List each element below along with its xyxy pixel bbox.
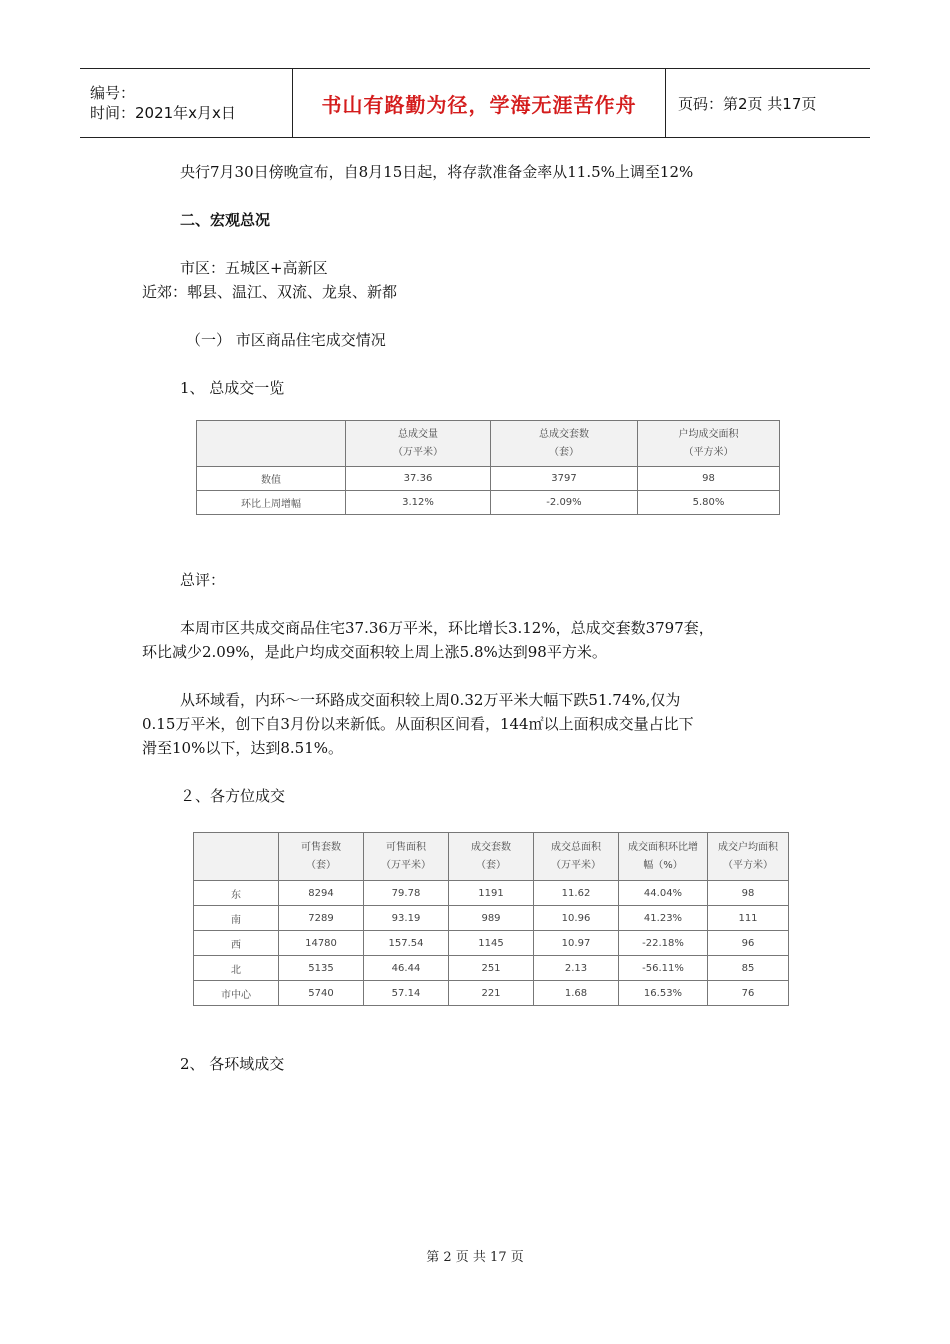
table-cell: 85 [708, 956, 789, 981]
table-header-cell: 成交户均面积 （平方米） [708, 833, 789, 881]
table-header-cell: 成交套数 （套） [449, 833, 534, 881]
table-cell: 3.12% [346, 491, 491, 515]
table-cell: 5740 [279, 981, 364, 1006]
table-cell: -56.11% [619, 956, 708, 981]
table-cell: 93.19 [364, 906, 449, 931]
table-cell: 14780 [279, 931, 364, 956]
table-cell: 11.62 [534, 881, 619, 906]
table-cell: 1191 [449, 881, 534, 906]
para-suburb: 近郊：郫县、温江、双流、龙泉、新都 [142, 283, 398, 301]
table-corner-cell [194, 833, 279, 881]
table-cell: 79.78 [364, 881, 449, 906]
header-code: 编号： [90, 84, 136, 102]
table-cell: 41.23% [619, 906, 708, 931]
table-cell: 3797 [491, 467, 638, 491]
table-cell: 2.13 [534, 956, 619, 981]
table-cell: 96 [708, 931, 789, 956]
table-cell: 57.14 [364, 981, 449, 1006]
page-footer: 第 2 页 共 17 页 [426, 1250, 524, 1265]
table-cell: 46.44 [364, 956, 449, 981]
table-header-cell: 总成交套数 （套） [491, 421, 638, 467]
heading-section-1: （一） 市区商品住宅成交情况 [186, 331, 386, 349]
table-cell: 37.36 [346, 467, 491, 491]
table-row [194, 881, 789, 906]
heading-item-2: ２、各方位成交 [180, 787, 286, 805]
header-page-cell [666, 69, 816, 137]
table-corner-cell [197, 421, 346, 467]
row-label: 东 [194, 881, 279, 906]
summary-line-2c: 滑至10%以下，达到8.51%。 [142, 739, 343, 757]
table-cell: 10.97 [534, 931, 619, 956]
table-cell: 5135 [279, 956, 364, 981]
table-row [197, 467, 780, 491]
summary-line-1a: 本周市区共成交商品住宅37.36万平米，环比增长3.12%，总成交套数3797套， [180, 619, 714, 637]
summary-label: 总评： [180, 571, 226, 589]
table-header-cell: 户均成交面积 （平方米） [638, 421, 780, 467]
table-header-cell: 可售套数 （套） [279, 833, 364, 881]
table-cell: 1145 [449, 931, 534, 956]
page-header [80, 68, 870, 138]
table-row [194, 931, 789, 956]
table-cell: 221 [449, 981, 534, 1006]
table-cell: 8294 [279, 881, 364, 906]
header-date: 时间：2021年x月x日 [90, 104, 236, 122]
header-meta [80, 69, 292, 137]
table-header-row [197, 421, 780, 467]
para-city: 市区：五城区+高新区 [180, 259, 328, 277]
table-row [194, 981, 789, 1006]
table-cell: 98 [708, 881, 789, 906]
table-cell: 44.04% [619, 881, 708, 906]
table-cell: 251 [449, 956, 534, 981]
row-label: 北 [194, 956, 279, 981]
table-cell: 1.68 [534, 981, 619, 1006]
table-cell: -22.18% [619, 931, 708, 956]
para-intro: 央行7月30日傍晚宣布，自8月15日起，将存款准备金率从11.5%上调至12% [180, 163, 694, 181]
table-header-cell: 总成交量 （万平米） [346, 421, 491, 467]
header-page: 页码：第2页 共17页 [678, 94, 817, 113]
summary-line-2a: 从环域看，内环～一环路成交面积较上周0.32万平米大幅下跌51.74%,仅为 [180, 691, 681, 709]
row-label: 市中心 [194, 981, 279, 1006]
summary-line-2b: 0.15万平米，创下自3月份以来新低。从面积区间看，144㎡以上面积成交量占比下 [142, 715, 694, 733]
table-cell: -2.09% [491, 491, 638, 515]
table-total-transactions [196, 420, 780, 515]
table-cell: 98 [638, 467, 780, 491]
table-cell: 16.53% [619, 981, 708, 1006]
table-cell: 989 [449, 906, 534, 931]
table-header-row [194, 833, 789, 881]
table-direction-transactions [193, 832, 789, 1006]
table-cell: 111 [708, 906, 789, 931]
row-label: 环比上周增幅 [197, 491, 346, 515]
header-motto: 书山有路勤为径，学海无涯苦作舟 [321, 92, 637, 117]
header-motto-cell [292, 69, 666, 137]
table-cell: 5.80% [638, 491, 780, 515]
row-label: 数值 [197, 467, 346, 491]
heading-item-1: 1、 总成交一览 [180, 379, 285, 397]
table-cell: 76 [708, 981, 789, 1006]
table-header-cell: 可售面积 （万平米） [364, 833, 449, 881]
table-row [194, 956, 789, 981]
summary-line-1b: 环比减少2.09%，是此户均成交面积较上周上涨5.8%达到98平方米。 [142, 643, 607, 661]
table-cell: 10.96 [534, 906, 619, 931]
table-cell: 157.54 [364, 931, 449, 956]
table-header-cell: 成交总面积 （万平米） [534, 833, 619, 881]
table-row [197, 491, 780, 515]
row-label: 西 [194, 931, 279, 956]
heading-item-3: 2、 各环域成交 [180, 1055, 285, 1073]
heading-macro: 二、宏观总况 [180, 211, 271, 229]
table-cell: 7289 [279, 906, 364, 931]
table-row [194, 906, 789, 931]
row-label: 南 [194, 906, 279, 931]
table-header-cell: 成交面积环比增 幅（%） [619, 833, 708, 881]
